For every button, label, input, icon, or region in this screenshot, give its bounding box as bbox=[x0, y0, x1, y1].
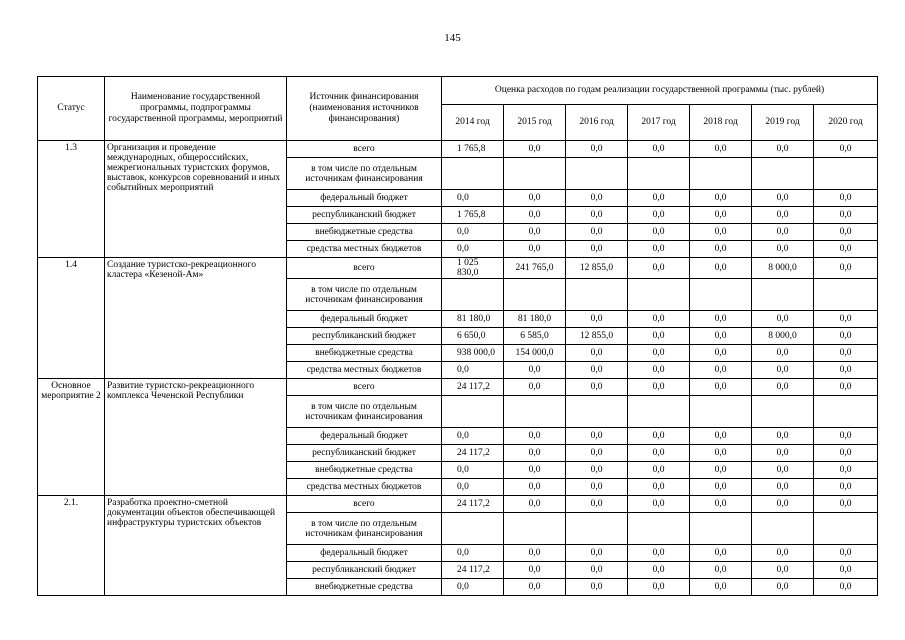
value-cell bbox=[628, 513, 690, 545]
value-cell: 0,0 bbox=[566, 141, 628, 158]
value-cell: 81 180,0 bbox=[442, 311, 504, 328]
value-cell: 0,0 bbox=[752, 579, 814, 596]
table-row bbox=[38, 379, 878, 396]
value-cell: 0,0 bbox=[752, 479, 814, 496]
value-cell bbox=[504, 513, 566, 545]
value-cell: 12 855,0 bbox=[566, 328, 628, 345]
value-cell: 154 000,0 bbox=[504, 345, 566, 362]
value-cell: 0,0 bbox=[628, 258, 690, 279]
value-cell: 0,0 bbox=[814, 207, 878, 224]
value-cell: 0,0 bbox=[814, 496, 878, 513]
value-cell bbox=[690, 513, 752, 545]
header-name: Наименование государственной программы, подпрограммы государственной программы, мероприятий bbox=[105, 77, 287, 141]
value-cell: 0,0 bbox=[752, 141, 814, 158]
program-name-cell: Разработка проектно-сметной документации объектов обеспечивающей инфраструктуры туристских объектов bbox=[105, 496, 287, 596]
value-cell: 0,0 bbox=[814, 562, 878, 579]
value-cell: 0,0 bbox=[814, 224, 878, 241]
value-cell: 0,0 bbox=[504, 445, 566, 462]
source-cell: республиканский бюджет bbox=[287, 562, 442, 579]
value-cell: 0,0 bbox=[504, 479, 566, 496]
value-cell: 24 117,2 bbox=[442, 379, 504, 396]
page-number: 145 bbox=[444, 32, 461, 44]
source-cell: в том числе по отдельным источникам финансирования bbox=[287, 279, 442, 311]
value-cell: 0,0 bbox=[814, 141, 878, 158]
value-cell: 0,0 bbox=[752, 207, 814, 224]
value-cell: 0,0 bbox=[566, 579, 628, 596]
value-cell: 0,0 bbox=[504, 379, 566, 396]
value-cell bbox=[690, 158, 752, 190]
program-name-cell: Организация и проведение международных, общероссийских, межрегиональных туристских форумов, выставок, конкурсов соревнований и иных событийных мероприятий bbox=[105, 141, 287, 258]
value-cell bbox=[566, 279, 628, 311]
value-cell: 0,0 bbox=[690, 362, 752, 379]
budget-table bbox=[37, 76, 878, 596]
value-cell bbox=[504, 396, 566, 428]
value-cell: 0,0 bbox=[690, 311, 752, 328]
value-cell: 0,0 bbox=[628, 462, 690, 479]
value-cell bbox=[752, 158, 814, 190]
value-cell bbox=[566, 396, 628, 428]
value-cell: 0,0 bbox=[690, 562, 752, 579]
value-cell: 0,0 bbox=[814, 428, 878, 445]
value-cell: 0,0 bbox=[690, 141, 752, 158]
value-cell: 0,0 bbox=[628, 479, 690, 496]
source-cell: всего bbox=[287, 496, 442, 513]
value-cell: 1 025 830,0 bbox=[442, 258, 504, 279]
source-cell: республиканский бюджет bbox=[287, 328, 442, 345]
value-cell: 6 650,0 bbox=[442, 328, 504, 345]
value-cell: 0,0 bbox=[442, 241, 504, 258]
value-cell: 0,0 bbox=[566, 479, 628, 496]
value-cell bbox=[752, 279, 814, 311]
value-cell: 0,0 bbox=[690, 241, 752, 258]
value-cell: 0,0 bbox=[628, 190, 690, 207]
source-cell: всего bbox=[287, 141, 442, 158]
value-cell: 0,0 bbox=[690, 345, 752, 362]
value-cell: 0,0 bbox=[690, 379, 752, 396]
value-cell: 0,0 bbox=[442, 579, 504, 596]
value-cell: 0,0 bbox=[690, 224, 752, 241]
value-cell bbox=[814, 279, 878, 311]
value-cell: 1 765,8 bbox=[442, 207, 504, 224]
value-cell: 0,0 bbox=[504, 362, 566, 379]
value-cell: 8 000,0 bbox=[752, 328, 814, 345]
value-cell: 0,0 bbox=[690, 545, 752, 562]
value-cell: 0,0 bbox=[504, 207, 566, 224]
value-cell: 0,0 bbox=[690, 496, 752, 513]
value-cell bbox=[442, 158, 504, 190]
value-cell: 0,0 bbox=[566, 224, 628, 241]
value-cell: 0,0 bbox=[566, 562, 628, 579]
value-cell: 12 855,0 bbox=[566, 258, 628, 279]
value-cell: 0,0 bbox=[628, 311, 690, 328]
source-cell: в том числе по отдельным источникам финансирования bbox=[287, 396, 442, 428]
value-cell: 0,0 bbox=[628, 379, 690, 396]
value-cell: 0,0 bbox=[628, 496, 690, 513]
source-cell: в том числе по отдельным источникам финансирования bbox=[287, 158, 442, 190]
value-cell bbox=[442, 279, 504, 311]
value-cell bbox=[690, 396, 752, 428]
value-cell: 0,0 bbox=[566, 207, 628, 224]
value-cell: 0,0 bbox=[752, 462, 814, 479]
value-cell bbox=[752, 513, 814, 545]
value-cell: 0,0 bbox=[752, 562, 814, 579]
value-cell: 0,0 bbox=[504, 579, 566, 596]
value-cell: 81 180,0 bbox=[504, 311, 566, 328]
source-cell: средства местных бюджетов bbox=[287, 362, 442, 379]
value-cell: 0,0 bbox=[690, 479, 752, 496]
status-cell: 1.3 bbox=[38, 141, 105, 258]
value-cell: 0,0 bbox=[504, 496, 566, 513]
value-cell: 0,0 bbox=[690, 428, 752, 445]
value-cell: 938 000,0 bbox=[442, 345, 504, 362]
value-cell: 0,0 bbox=[752, 545, 814, 562]
header-year: 2014 год bbox=[442, 105, 504, 141]
value-cell: 0,0 bbox=[752, 362, 814, 379]
value-cell: 0,0 bbox=[504, 562, 566, 579]
value-cell: 0,0 bbox=[628, 345, 690, 362]
value-cell: 0,0 bbox=[442, 545, 504, 562]
source-cell: федеральный бюджет bbox=[287, 311, 442, 328]
header-source: Источник финансирования (наименования источников финансирования) bbox=[287, 77, 442, 141]
value-cell bbox=[814, 513, 878, 545]
table-row bbox=[38, 258, 878, 279]
value-cell: 0,0 bbox=[566, 496, 628, 513]
value-cell: 0,0 bbox=[566, 190, 628, 207]
header-year: 2019 год bbox=[752, 105, 814, 141]
value-cell: 0,0 bbox=[504, 545, 566, 562]
status-cell: 2.1. bbox=[38, 496, 105, 596]
value-cell: 0,0 bbox=[628, 362, 690, 379]
value-cell: 0,0 bbox=[442, 462, 504, 479]
value-cell: 0,0 bbox=[814, 241, 878, 258]
value-cell: 0,0 bbox=[628, 545, 690, 562]
value-cell: 0,0 bbox=[814, 328, 878, 345]
value-cell: 0,0 bbox=[442, 190, 504, 207]
value-cell: 0,0 bbox=[690, 579, 752, 596]
value-cell: 0,0 bbox=[690, 328, 752, 345]
value-cell: 0,0 bbox=[814, 311, 878, 328]
value-cell: 0,0 bbox=[504, 190, 566, 207]
value-cell bbox=[814, 396, 878, 428]
value-cell: 0,0 bbox=[752, 445, 814, 462]
status-cell: Основное мероприятие 2 bbox=[38, 379, 105, 496]
header-year: 2017 год bbox=[628, 105, 690, 141]
value-cell: 0,0 bbox=[504, 462, 566, 479]
value-cell: 0,0 bbox=[814, 258, 878, 279]
value-cell: 24 117,2 bbox=[442, 562, 504, 579]
value-cell: 0,0 bbox=[752, 224, 814, 241]
value-cell: 0,0 bbox=[690, 190, 752, 207]
source-cell: федеральный бюджет bbox=[287, 428, 442, 445]
value-cell: 24 117,2 bbox=[442, 496, 504, 513]
value-cell: 0,0 bbox=[566, 462, 628, 479]
value-cell: 1 765,8 bbox=[442, 141, 504, 158]
value-cell: 0,0 bbox=[628, 579, 690, 596]
value-cell bbox=[628, 158, 690, 190]
value-cell: 0,0 bbox=[566, 311, 628, 328]
value-cell: 0,0 bbox=[752, 428, 814, 445]
value-cell: 0,0 bbox=[690, 258, 752, 279]
value-cell: 0,0 bbox=[814, 445, 878, 462]
value-cell: 0,0 bbox=[690, 207, 752, 224]
value-cell bbox=[814, 158, 878, 190]
value-cell: 0,0 bbox=[628, 562, 690, 579]
value-cell: 0,0 bbox=[690, 462, 752, 479]
source-cell: республиканский бюджет bbox=[287, 445, 442, 462]
value-cell: 0,0 bbox=[814, 579, 878, 596]
source-cell: федеральный бюджет bbox=[287, 190, 442, 207]
source-cell: республиканский бюджет bbox=[287, 207, 442, 224]
value-cell: 0,0 bbox=[814, 379, 878, 396]
table-header bbox=[38, 77, 878, 141]
value-cell: 0,0 bbox=[628, 445, 690, 462]
value-cell: 0,0 bbox=[504, 141, 566, 158]
value-cell: 0,0 bbox=[442, 362, 504, 379]
value-cell: 0,0 bbox=[504, 241, 566, 258]
value-cell: 0,0 bbox=[814, 545, 878, 562]
program-name-cell: Развитие туристско-рекреационного комплекса Чеченской Республики bbox=[105, 379, 287, 496]
value-cell: 0,0 bbox=[752, 241, 814, 258]
value-cell: 0,0 bbox=[752, 496, 814, 513]
header-year: 2018 год bbox=[690, 105, 752, 141]
header-year: 2020 год bbox=[814, 105, 878, 141]
value-cell bbox=[504, 158, 566, 190]
value-cell bbox=[566, 513, 628, 545]
value-cell bbox=[628, 396, 690, 428]
value-cell: 0,0 bbox=[504, 428, 566, 445]
source-cell: внебюджетные средства bbox=[287, 224, 442, 241]
value-cell: 0,0 bbox=[752, 379, 814, 396]
value-cell: 0,0 bbox=[814, 190, 878, 207]
source-cell: федеральный бюджет bbox=[287, 545, 442, 562]
value-cell: 0,0 bbox=[628, 241, 690, 258]
value-cell: 0,0 bbox=[752, 345, 814, 362]
table-row bbox=[38, 496, 878, 513]
source-cell: средства местных бюджетов bbox=[287, 241, 442, 258]
header-year: 2016 год bbox=[566, 105, 628, 141]
value-cell: 0,0 bbox=[628, 207, 690, 224]
source-cell: внебюджетные средства bbox=[287, 579, 442, 596]
value-cell: 0,0 bbox=[628, 428, 690, 445]
header-status: Статус bbox=[38, 77, 105, 141]
header-year: 2015 год bbox=[504, 105, 566, 141]
value-cell: 0,0 bbox=[504, 224, 566, 241]
source-cell: внебюджетные средства bbox=[287, 462, 442, 479]
value-cell: 0,0 bbox=[566, 428, 628, 445]
value-cell: 0,0 bbox=[628, 328, 690, 345]
table-row bbox=[38, 141, 878, 158]
value-cell: 0,0 bbox=[566, 362, 628, 379]
source-cell: внебюджетные средства bbox=[287, 345, 442, 362]
value-cell: 0,0 bbox=[690, 445, 752, 462]
value-cell: 241 765,0 bbox=[504, 258, 566, 279]
header-estimate: Оценка расходов по годам реализации государственной программы (тыс. рублей) bbox=[442, 77, 878, 105]
value-cell bbox=[504, 279, 566, 311]
source-cell: всего bbox=[287, 258, 442, 279]
source-cell: всего bbox=[287, 379, 442, 396]
value-cell: 0,0 bbox=[566, 545, 628, 562]
value-cell: 6 585,0 bbox=[504, 328, 566, 345]
value-cell: 0,0 bbox=[814, 362, 878, 379]
value-cell bbox=[442, 513, 504, 545]
value-cell bbox=[442, 396, 504, 428]
value-cell: 8 000,0 bbox=[752, 258, 814, 279]
value-cell bbox=[690, 279, 752, 311]
value-cell: 0,0 bbox=[752, 190, 814, 207]
value-cell: 0,0 bbox=[814, 462, 878, 479]
source-cell: в том числе по отдельным источникам финансирования bbox=[287, 513, 442, 545]
source-cell: средства местных бюджетов bbox=[287, 479, 442, 496]
value-cell: 0,0 bbox=[752, 311, 814, 328]
value-cell: 0,0 bbox=[628, 224, 690, 241]
value-cell: 0,0 bbox=[628, 141, 690, 158]
value-cell: 0,0 bbox=[814, 479, 878, 496]
value-cell: 0,0 bbox=[442, 224, 504, 241]
value-cell: 0,0 bbox=[566, 445, 628, 462]
value-cell: 0,0 bbox=[566, 345, 628, 362]
value-cell: 0,0 bbox=[566, 379, 628, 396]
status-cell: 1.4 bbox=[38, 258, 105, 379]
value-cell: 0,0 bbox=[566, 241, 628, 258]
value-cell bbox=[566, 158, 628, 190]
value-cell bbox=[628, 279, 690, 311]
table-body bbox=[38, 141, 878, 596]
value-cell: 0,0 bbox=[442, 428, 504, 445]
value-cell: 0,0 bbox=[442, 479, 504, 496]
value-cell: 24 117,2 bbox=[442, 445, 504, 462]
value-cell bbox=[752, 396, 814, 428]
value-cell: 0,0 bbox=[814, 345, 878, 362]
program-name-cell: Создание туристско-рекреационного кластера «Кезеной-Ам» bbox=[105, 258, 287, 379]
